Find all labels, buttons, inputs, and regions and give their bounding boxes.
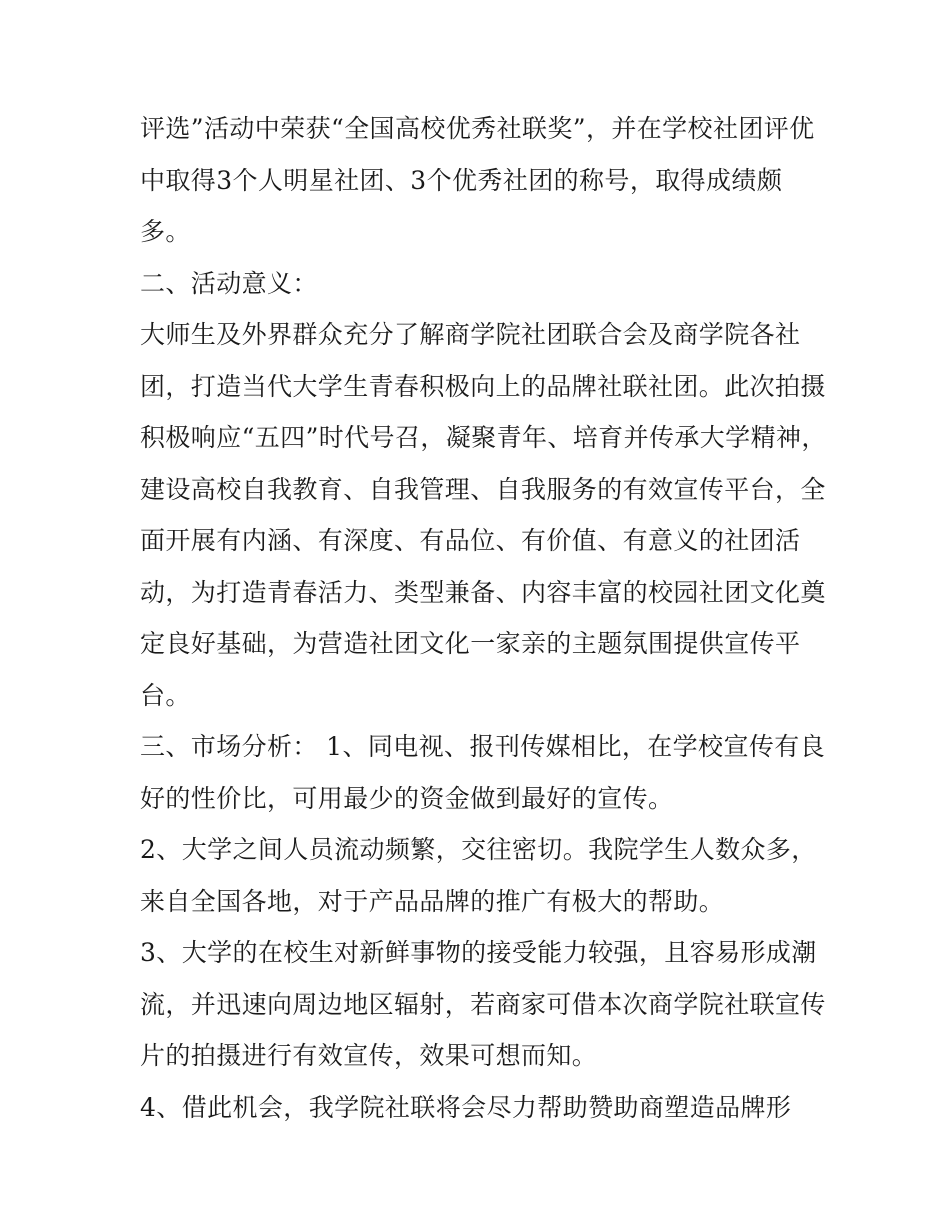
text-line: 积极响应“五四”时代号召，凝聚青年、培育并传承大学精神， [140,423,827,452]
section-heading-market-analysis: 三、市场分析： 1、同电视、报刊传媒相比，在学校宣传有良 [140,732,826,761]
text-line: 评选”活动中荣获“全国高校优秀社联奖”，并在学校社团评优 [140,114,815,143]
document-body [140,103,827,1133]
text-line: 动，为打造青春活力、类型兼备、内容丰富的校园社团文化奠 [140,577,826,607]
text-line: 团，打造当代大学生青春积极向上的品牌社联社团。此次拍摄 [140,371,826,401]
text-line: 定良好基础，为营造社团文化一家亲的主题氛围提供宣传平 [140,629,801,658]
text-line: 面开展有内涵、有深度、有品位、有价值、有意义的社团活 [140,526,801,555]
text-line: 大师生及外界群众充分了解商学院社团联合会及商学院各社 [140,320,801,349]
list-item: 3、大学的在校生对新鲜事物的接受能力较强，且容易形成潮 [140,938,817,967]
list-item: 2、大学之间人员流动频繁，交往密切。我院学生人数众多， [140,835,817,864]
text-line: 好的性价比，可用最少的资金做到最好的宣传。 [140,783,674,813]
text-line: 建设高校自我教育、自我管理、自我服务的有效宣传平台，全 [140,474,826,504]
section-heading-significance: 二、活动意义： [140,268,318,298]
text-line: 台。 [140,680,191,710]
text-line: 中取得3个人明星社团、3个优秀社团的称号，取得成绩颇 [140,165,783,195]
list-item: 4、借此机会，我学院社联将会尽力帮助赞助商塑造品牌形 [140,1092,792,1122]
text-line: 片的拍摄进行有效宣传，效果可想而知。 [140,1041,598,1070]
text-line: 流，并迅速向周边地区辐射，若商家可借本次商学院社联宣传 [140,989,826,1019]
text-line: 来自全国各地，对于产品品牌的推广有极大的帮助。 [140,886,725,916]
text-line: 多。 [140,217,191,246]
